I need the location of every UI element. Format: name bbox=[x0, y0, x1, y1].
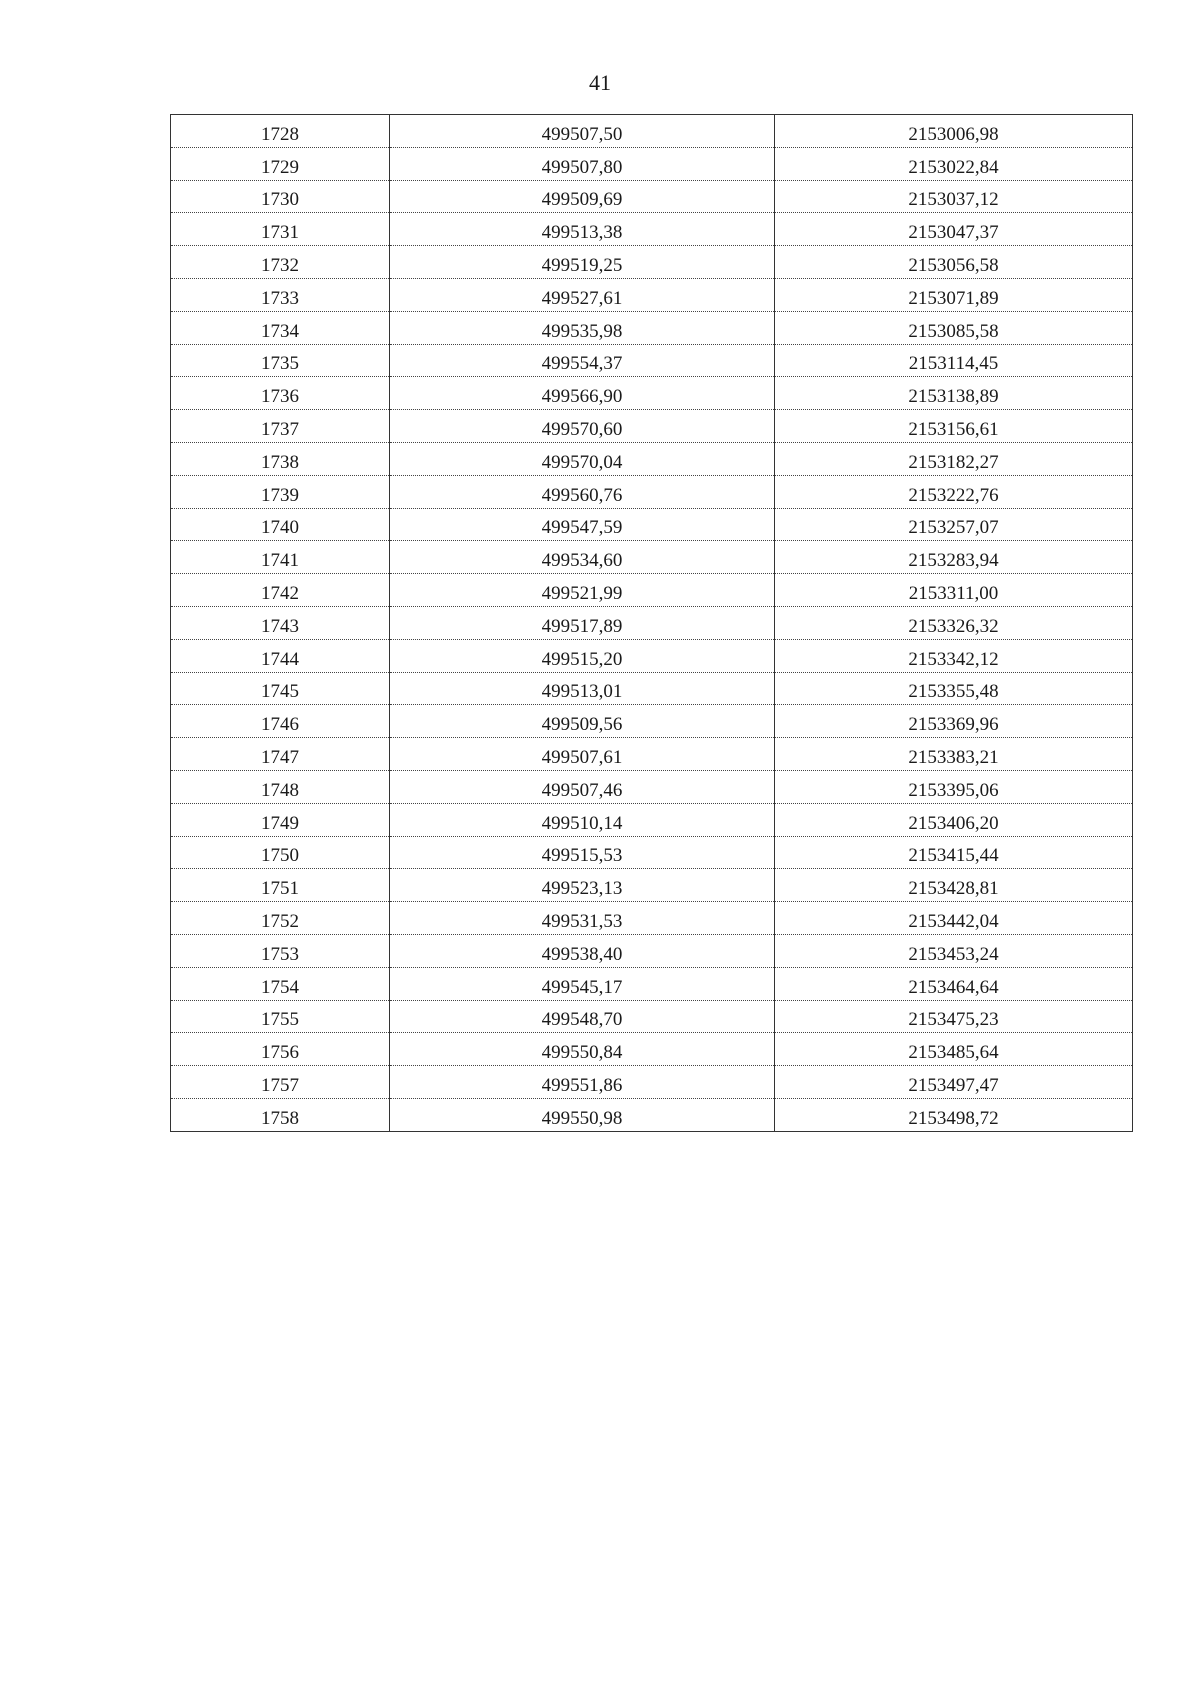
table-row bbox=[171, 1098, 1133, 1131]
page-number: 41 bbox=[589, 70, 611, 95]
x-coordinate-cell bbox=[390, 1000, 775, 1033]
cell-text: 499550,98 bbox=[541, 1107, 623, 1129]
point-number-cell bbox=[171, 180, 390, 213]
cell-text: 1758 bbox=[261, 1107, 299, 1129]
table-row bbox=[171, 147, 1133, 180]
point-number-cell bbox=[171, 344, 390, 377]
table-row bbox=[171, 672, 1133, 705]
y-coordinate-cell bbox=[775, 1033, 1133, 1066]
cell-text: 2153056,58 bbox=[908, 254, 999, 276]
cell-text: 1753 bbox=[261, 943, 299, 965]
table-row bbox=[171, 508, 1133, 541]
cell-text: 2153037,12 bbox=[908, 189, 999, 211]
point-number-cell bbox=[171, 410, 390, 443]
cell-text: 499510,14 bbox=[541, 812, 623, 834]
y-coordinate-cell bbox=[775, 967, 1133, 1000]
cell-text: 2153442,04 bbox=[908, 910, 999, 932]
x-coordinate-cell bbox=[390, 213, 775, 246]
x-coordinate-cell bbox=[390, 672, 775, 705]
x-coordinate-cell bbox=[390, 770, 775, 803]
x-coordinate-cell bbox=[390, 574, 775, 607]
cell-text: 2153047,37 bbox=[908, 222, 999, 244]
cell-text: 2153311,00 bbox=[908, 582, 999, 604]
table-row bbox=[171, 1066, 1133, 1099]
coordinates-table bbox=[170, 114, 1133, 1132]
cell-text: 499547,59 bbox=[541, 517, 623, 539]
y-coordinate-cell bbox=[775, 278, 1133, 311]
point-number-cell bbox=[171, 541, 390, 574]
point-number-cell bbox=[171, 246, 390, 279]
y-coordinate-cell bbox=[775, 442, 1133, 475]
point-number-cell bbox=[171, 311, 390, 344]
cell-text: 1747 bbox=[261, 746, 299, 768]
x-coordinate-cell bbox=[390, 902, 775, 935]
table-row bbox=[171, 574, 1133, 607]
cell-text: 1736 bbox=[261, 386, 299, 408]
cell-text: 2153283,94 bbox=[908, 550, 999, 572]
x-coordinate-cell bbox=[390, 508, 775, 541]
table-row bbox=[171, 803, 1133, 836]
cell-text: 2153071,89 bbox=[908, 287, 999, 309]
cell-text: 499509,56 bbox=[541, 714, 623, 736]
x-coordinate-cell bbox=[390, 738, 775, 771]
point-number-cell bbox=[171, 574, 390, 607]
cell-text: 499570,04 bbox=[541, 451, 623, 473]
cell-text: 2153182,27 bbox=[908, 451, 999, 473]
cell-text: 1734 bbox=[261, 320, 299, 342]
point-number-cell bbox=[171, 705, 390, 738]
cell-text: 2153257,07 bbox=[908, 517, 999, 539]
point-number-cell bbox=[171, 934, 390, 967]
cell-text: 1739 bbox=[261, 484, 299, 506]
table-row bbox=[171, 278, 1133, 311]
cell-text: 1731 bbox=[261, 222, 299, 244]
point-number-cell bbox=[171, 442, 390, 475]
point-number-cell bbox=[171, 1000, 390, 1033]
x-coordinate-cell bbox=[390, 115, 775, 148]
cell-text: 2153485,64 bbox=[908, 1042, 999, 1064]
cell-text: 1729 bbox=[261, 156, 299, 178]
point-number-cell bbox=[171, 1098, 390, 1131]
point-number-cell bbox=[171, 902, 390, 935]
cell-text: 499515,53 bbox=[541, 845, 623, 867]
cell-text: 2153114,45 bbox=[908, 353, 999, 375]
cell-text: 499507,80 bbox=[541, 156, 623, 178]
cell-text: 2153369,96 bbox=[908, 714, 999, 736]
y-coordinate-cell bbox=[775, 213, 1133, 246]
cell-text: 1750 bbox=[261, 845, 299, 867]
x-coordinate-cell bbox=[390, 1066, 775, 1099]
cell-text: 499566,90 bbox=[541, 386, 623, 408]
y-coordinate-cell bbox=[775, 377, 1133, 410]
x-coordinate-cell bbox=[390, 410, 775, 443]
y-coordinate-cell bbox=[775, 639, 1133, 672]
table-row bbox=[171, 246, 1133, 279]
cell-text: 499570,60 bbox=[541, 418, 623, 440]
table-row bbox=[171, 541, 1133, 574]
x-coordinate-cell bbox=[390, 442, 775, 475]
cell-text: 1745 bbox=[261, 681, 299, 703]
cell-text: 499507,61 bbox=[541, 746, 623, 768]
table-row bbox=[171, 836, 1133, 869]
table-row bbox=[171, 869, 1133, 902]
table-row bbox=[171, 967, 1133, 1000]
table-row bbox=[171, 115, 1133, 148]
table-row bbox=[171, 639, 1133, 672]
cell-text: 2153342,12 bbox=[908, 648, 999, 670]
table-row bbox=[171, 475, 1133, 508]
y-coordinate-cell bbox=[775, 705, 1133, 738]
point-number-cell bbox=[171, 803, 390, 836]
x-coordinate-cell bbox=[390, 311, 775, 344]
cell-text: 499521,99 bbox=[541, 582, 623, 604]
table-row bbox=[171, 410, 1133, 443]
cell-text: 499560,76 bbox=[541, 484, 623, 506]
cell-text: 499509,69 bbox=[541, 189, 623, 211]
y-coordinate-cell bbox=[775, 836, 1133, 869]
cell-text: 499507,50 bbox=[541, 123, 623, 145]
cell-text: 499534,60 bbox=[541, 550, 623, 572]
cell-text: 1754 bbox=[261, 976, 299, 998]
cell-text: 2153415,44 bbox=[908, 845, 999, 867]
cell-text: 1744 bbox=[261, 648, 299, 670]
point-number-cell bbox=[171, 147, 390, 180]
cell-text: 2153006,98 bbox=[908, 123, 999, 145]
y-coordinate-cell bbox=[775, 246, 1133, 279]
point-number-cell bbox=[171, 115, 390, 148]
x-coordinate-cell bbox=[390, 606, 775, 639]
cell-text: 499517,89 bbox=[541, 615, 623, 637]
cell-text: 1735 bbox=[261, 353, 299, 375]
cell-text: 499551,86 bbox=[541, 1074, 623, 1096]
point-number-cell bbox=[171, 475, 390, 508]
x-coordinate-cell bbox=[390, 934, 775, 967]
table-row bbox=[171, 902, 1133, 935]
table-row bbox=[171, 377, 1133, 410]
cell-text: 1737 bbox=[261, 418, 299, 440]
y-coordinate-cell bbox=[775, 1000, 1133, 1033]
cell-text: 2153383,21 bbox=[908, 746, 999, 768]
cell-text: 2153355,48 bbox=[908, 681, 999, 703]
y-coordinate-cell bbox=[775, 311, 1133, 344]
cell-text: 1755 bbox=[261, 1009, 299, 1031]
cell-text: 1743 bbox=[261, 615, 299, 637]
x-coordinate-cell bbox=[390, 344, 775, 377]
cell-text: 1728 bbox=[261, 123, 299, 145]
table-row bbox=[171, 738, 1133, 771]
x-coordinate-cell bbox=[390, 869, 775, 902]
point-number-cell bbox=[171, 836, 390, 869]
table-row bbox=[171, 344, 1133, 377]
cell-text: 1741 bbox=[261, 550, 299, 572]
point-number-cell bbox=[171, 508, 390, 541]
cell-text: 1748 bbox=[261, 779, 299, 801]
x-coordinate-cell bbox=[390, 377, 775, 410]
point-number-cell bbox=[171, 1033, 390, 1066]
cell-text: 499515,20 bbox=[541, 648, 623, 670]
y-coordinate-cell bbox=[775, 803, 1133, 836]
x-coordinate-cell bbox=[390, 278, 775, 311]
cell-text: 1740 bbox=[261, 517, 299, 539]
cell-text: 499548,70 bbox=[541, 1009, 623, 1031]
table-row bbox=[171, 213, 1133, 246]
table-row bbox=[171, 311, 1133, 344]
cell-text: 499554,37 bbox=[541, 353, 623, 375]
table-row bbox=[171, 1033, 1133, 1066]
y-coordinate-cell bbox=[775, 410, 1133, 443]
cell-text: 499513,01 bbox=[541, 681, 623, 703]
point-number-cell bbox=[171, 1066, 390, 1099]
cell-text: 1730 bbox=[261, 189, 299, 211]
cell-text: 1752 bbox=[261, 910, 299, 932]
cell-text: 2153156,61 bbox=[908, 418, 999, 440]
point-number-cell bbox=[171, 639, 390, 672]
point-number-cell bbox=[171, 278, 390, 311]
x-coordinate-cell bbox=[390, 836, 775, 869]
cell-text: 499523,13 bbox=[541, 878, 623, 900]
cell-text: 1732 bbox=[261, 254, 299, 276]
point-number-cell bbox=[171, 377, 390, 410]
y-coordinate-cell bbox=[775, 902, 1133, 935]
point-number-cell bbox=[171, 869, 390, 902]
x-coordinate-cell bbox=[390, 967, 775, 1000]
cell-text: 499531,53 bbox=[541, 910, 623, 932]
cell-text: 2153326,32 bbox=[908, 615, 999, 637]
point-number-cell bbox=[171, 738, 390, 771]
y-coordinate-cell bbox=[775, 672, 1133, 705]
x-coordinate-cell bbox=[390, 705, 775, 738]
point-number-cell bbox=[171, 672, 390, 705]
cell-text: 1756 bbox=[261, 1042, 299, 1064]
cell-text: 2153498,72 bbox=[908, 1107, 999, 1129]
table-row bbox=[171, 770, 1133, 803]
y-coordinate-cell bbox=[775, 344, 1133, 377]
cell-text: 499507,46 bbox=[541, 779, 623, 801]
x-coordinate-cell bbox=[390, 475, 775, 508]
cell-text: 2153085,58 bbox=[908, 320, 999, 342]
x-coordinate-cell bbox=[390, 1098, 775, 1131]
cell-text: 499527,61 bbox=[541, 287, 623, 309]
y-coordinate-cell bbox=[775, 541, 1133, 574]
y-coordinate-cell bbox=[775, 869, 1133, 902]
y-coordinate-cell bbox=[775, 508, 1133, 541]
x-coordinate-cell bbox=[390, 147, 775, 180]
cell-text: 2153138,89 bbox=[908, 386, 999, 408]
table-row bbox=[171, 934, 1133, 967]
cell-text: 499519,25 bbox=[541, 254, 623, 276]
y-coordinate-cell bbox=[775, 574, 1133, 607]
cell-text: 2153497,47 bbox=[908, 1074, 999, 1096]
table-row bbox=[171, 606, 1133, 639]
table-row bbox=[171, 1000, 1133, 1033]
point-number-cell bbox=[171, 967, 390, 1000]
point-number-cell bbox=[171, 770, 390, 803]
cell-text: 2153428,81 bbox=[908, 878, 999, 900]
y-coordinate-cell bbox=[775, 147, 1133, 180]
cell-text: 1757 bbox=[261, 1074, 299, 1096]
cell-text: 499538,40 bbox=[541, 943, 623, 965]
y-coordinate-cell bbox=[775, 1066, 1133, 1099]
table-row bbox=[171, 705, 1133, 738]
cell-text: 1751 bbox=[261, 878, 299, 900]
point-number-cell bbox=[171, 213, 390, 246]
cell-text: 2153475,23 bbox=[908, 1009, 999, 1031]
cell-text: 499545,17 bbox=[541, 976, 623, 998]
x-coordinate-cell bbox=[390, 639, 775, 672]
cell-text: 1746 bbox=[261, 714, 299, 736]
cell-text: 2153395,06 bbox=[908, 779, 999, 801]
table-row bbox=[171, 442, 1133, 475]
cell-text: 2153406,20 bbox=[908, 812, 999, 834]
y-coordinate-cell bbox=[775, 770, 1133, 803]
cell-text: 499535,98 bbox=[541, 320, 623, 342]
y-coordinate-cell bbox=[775, 180, 1133, 213]
cell-text: 2153222,76 bbox=[908, 484, 999, 506]
cell-text: 2153464,64 bbox=[908, 976, 999, 998]
cell-text: 1733 bbox=[261, 287, 299, 309]
cell-text: 1738 bbox=[261, 451, 299, 473]
coordinates-table-body bbox=[171, 115, 1133, 1132]
table-row bbox=[171, 180, 1133, 213]
y-coordinate-cell bbox=[775, 115, 1133, 148]
cell-text: 499550,84 bbox=[541, 1042, 623, 1064]
cell-text: 1742 bbox=[261, 582, 299, 604]
x-coordinate-cell bbox=[390, 1033, 775, 1066]
cell-text: 2153453,24 bbox=[908, 943, 999, 965]
x-coordinate-cell bbox=[390, 803, 775, 836]
y-coordinate-cell bbox=[775, 738, 1133, 771]
cell-text: 1749 bbox=[261, 812, 299, 834]
x-coordinate-cell bbox=[390, 180, 775, 213]
x-coordinate-cell bbox=[390, 246, 775, 279]
cell-text: 499513,38 bbox=[541, 222, 623, 244]
x-coordinate-cell bbox=[390, 541, 775, 574]
point-number-cell bbox=[171, 606, 390, 639]
y-coordinate-cell bbox=[775, 1098, 1133, 1131]
y-coordinate-cell bbox=[775, 475, 1133, 508]
cell-text: 2153022,84 bbox=[908, 156, 999, 178]
y-coordinate-cell bbox=[775, 606, 1133, 639]
y-coordinate-cell bbox=[775, 934, 1133, 967]
